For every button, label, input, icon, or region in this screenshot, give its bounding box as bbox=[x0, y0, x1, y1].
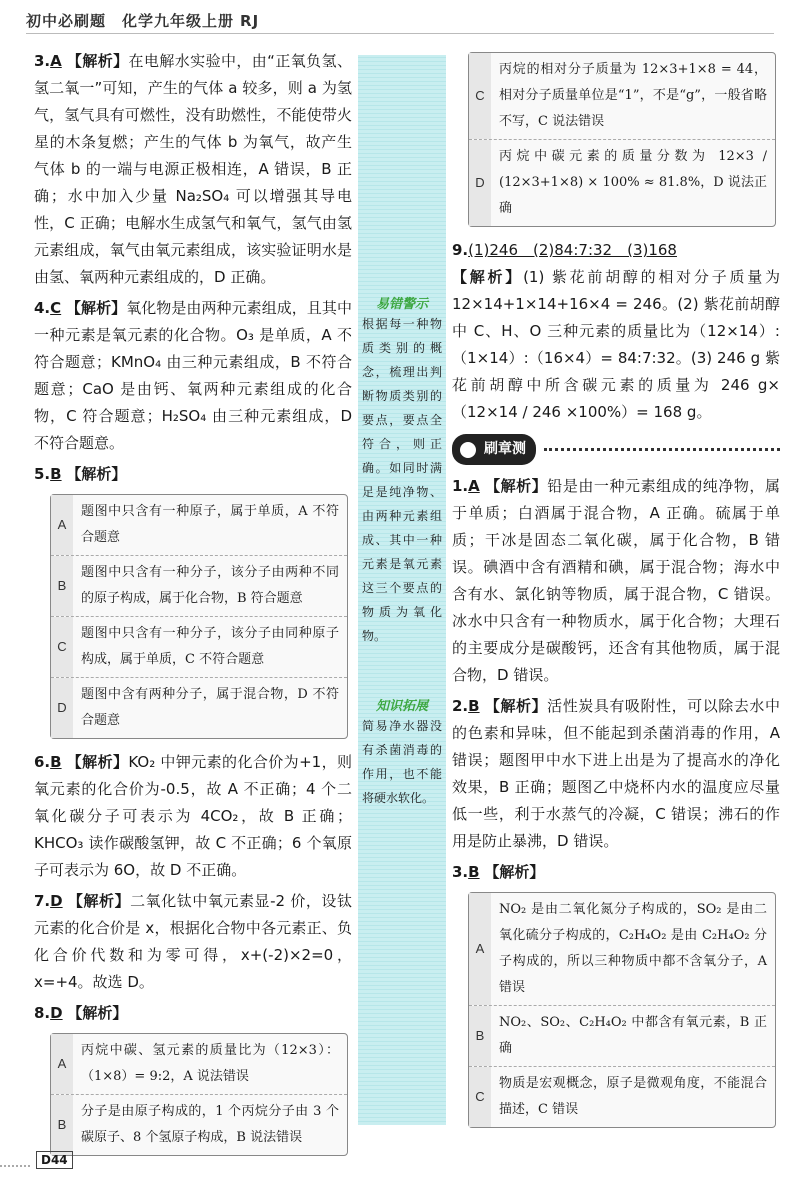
answer-letter: C bbox=[50, 299, 62, 317]
options-table bbox=[468, 52, 776, 227]
option-label: B bbox=[51, 556, 73, 616]
question-5 bbox=[34, 461, 352, 488]
option-text: 题图中含有两种分子，属于混合物，D 不符合题意 bbox=[81, 687, 339, 728]
option-text: NO₂ 是由二氧化氮分子构成的，SO₂ 是由二氧化硫分子构成的，C₂H₄O₂ 是由 C₂H₄O₂ 分子构成的，所以三种物质中都不含氧分子，A 错误 bbox=[499, 902, 767, 995]
question-9 bbox=[452, 237, 780, 426]
option-label: B bbox=[51, 1095, 73, 1155]
option-text: 题图中只含有一种分子，该分子由同种原子构成，属于单质，C 不符合题意 bbox=[81, 626, 339, 667]
chapter-question-3 bbox=[452, 859, 780, 886]
option-row bbox=[51, 1034, 347, 1094]
option-label: D bbox=[469, 140, 491, 226]
option-text: NO₂、SO₂、C₂H₄O₂ 中都含有氧元素，B 正确 bbox=[499, 1015, 767, 1056]
analysis-tag: 【解析】 bbox=[485, 477, 548, 495]
answer-letter: A bbox=[50, 52, 62, 70]
option-row bbox=[51, 616, 347, 677]
knowledge-extension-note bbox=[358, 695, 446, 810]
option-text: 题图中只含有一种原子，属于单质，A 不符合题意 bbox=[81, 504, 339, 545]
option-row bbox=[51, 1094, 347, 1155]
analysis-tag: 【解析】 bbox=[65, 299, 127, 317]
analysis-tag: 【解析】 bbox=[66, 52, 129, 70]
options-table bbox=[468, 892, 776, 1128]
question-number: 3. bbox=[452, 863, 469, 881]
analysis-tag: 【解析】 bbox=[66, 465, 127, 483]
chapter-question-2 bbox=[452, 693, 780, 855]
error-warning-text: 根据每一种物质类别的概念，梳理出判断物质类别的要点，要点全符合，则正确。如同时满足是纯净物、由两种元素组成、其中一种元素是氧元素这三个要点的物质为氧化物。 bbox=[362, 317, 442, 643]
analysis-tag: 【解析】 bbox=[67, 1004, 128, 1022]
knowledge-extension-tag: 知识拓展 bbox=[375, 699, 428, 714]
option-label: D bbox=[51, 678, 73, 738]
analysis-text: 二氧化钛中氧元素显-2 价，设钛元素的化合价是 x，根据化合物中各元素正、负化合价代数和为零可得，x+(-2)×2=0，x=+4。故选 D。 bbox=[34, 892, 352, 991]
question-number: 2. bbox=[452, 697, 469, 715]
section-banner bbox=[452, 434, 780, 465]
question-7 bbox=[34, 888, 352, 996]
error-warning-tag: 易错警示 bbox=[375, 297, 428, 312]
question-number: 3. bbox=[34, 52, 51, 70]
option-row bbox=[51, 555, 347, 616]
question-number: 6. bbox=[34, 753, 51, 771]
section-title: 刷章测 bbox=[484, 441, 526, 457]
option-row bbox=[51, 495, 347, 555]
option-label: B bbox=[469, 1006, 491, 1066]
check-icon bbox=[458, 440, 478, 460]
analysis-tag: 【解析】 bbox=[484, 863, 545, 881]
option-row bbox=[469, 53, 775, 139]
book-title: 初中必刷题 化学九年级上册 bbox=[26, 12, 235, 30]
margin-notes-column bbox=[358, 55, 446, 1125]
analysis-text: KO₂ 中钾元素的化合价为+1，则氧元素的化合价为-0.5，故 A 不正确；4 个二氧化碳分子可表示为 4CO₂，故 B 正确；KHCO₃ 读作碳酸氢钾，故 C 不正确；6 个氧原子可表示为 6O，故 D 不正确。 bbox=[34, 753, 352, 879]
left-column bbox=[34, 48, 352, 1166]
options-table bbox=[50, 494, 348, 739]
answer-letter: A bbox=[468, 477, 480, 495]
error-warning-note bbox=[358, 293, 446, 648]
option-row bbox=[469, 139, 775, 226]
question-number: 5. bbox=[34, 465, 51, 483]
analysis-tag: 【解析】 bbox=[484, 697, 548, 715]
corner-decoration bbox=[0, 1165, 30, 1167]
chapter-question-1 bbox=[452, 473, 780, 689]
edition-label: RJ bbox=[240, 12, 260, 30]
question-number: 4. bbox=[34, 299, 51, 317]
option-row bbox=[469, 893, 775, 1005]
option-text: 丙烷中碳、氢元素的质量比为（12×3）：（1×8）= 9:2，A 说法错误 bbox=[81, 1043, 339, 1084]
option-row bbox=[469, 1066, 775, 1127]
answer-letter: D bbox=[50, 892, 63, 910]
question-4 bbox=[34, 295, 352, 457]
question-number: 7. bbox=[34, 892, 51, 910]
options-table bbox=[50, 1033, 348, 1156]
option-text: 丙烷的相对分子质量为 12×3+1×8 = 44，相对分子质量单位是“1”，不是“g”，一般省略不写，C 说法错误 bbox=[499, 62, 767, 129]
analysis-tag: 【解析】 bbox=[67, 892, 131, 910]
option-text: 丙烷中碳元素的质量分数为 12×3 / (12×3+1×8) × 100% ≈ 81.8%，D 说法正确 bbox=[499, 149, 767, 216]
answer-letter: D bbox=[50, 1004, 63, 1022]
option-label: C bbox=[51, 617, 73, 677]
analysis-text: 氧化物是由两种元素组成，且其中一种元素是氧元素的化合物。O₃ 是单质，A 不符合题意；KMnO₄ 由三种元素组成，B 不符合题意；CaO 是由钙、氧两种元素组成的化合物，C 符合题意；H₂SO₄ 由三种元素组成，D 不符合题意。 bbox=[34, 299, 352, 452]
option-row bbox=[469, 1005, 775, 1066]
answer-letter: B bbox=[468, 697, 480, 715]
analysis-tag: 【解析】 bbox=[452, 268, 524, 286]
page-number: D44 bbox=[36, 1151, 73, 1169]
question-3 bbox=[34, 48, 352, 291]
option-label: A bbox=[51, 495, 73, 555]
analysis-text: (1) 紫花前胡醇的相对分子质量为 12×14+1×14+16×4 = 246。(2) 紫花前胡醇中 C、H、O 三种元素的质量比为（12×14）:（1×14）:（16×4）= 84:7:32。(3) 246 g 紫花前胡醇中所含碳元素的质量为 246 g×（12×14 / 246 ×100%）= 168 g。 bbox=[452, 268, 780, 421]
dotted-divider bbox=[544, 448, 780, 451]
analysis-text: 铅是由一种元素组成的纯净物，属于单质；白酒属于混合物，A 正确。硫属于单质；干冰是固态二氧化碳，属于化合物，B 错误。碘酒中含有酒精和碘，属于混合物；海水中含有水、氯化钠等物质，属于混合物，C 错误。冰水中只含有一种物质水，属于化合物；大理石的主要成分是碳酸钙，还含有其他物质，属于混合物，D 错误。 bbox=[452, 477, 780, 684]
analysis-text: 在电解水实验中，由“正氧负氢、氢二氧一”可知，产生的气体 a 较多，则 a 为氢气，氢气具有可燃性，没有助燃性，不能使带火星的木条复燃；产生的气体 b 为氧气，故产生气体 b 的一端与电源正极相连，A 错误，B 正确；水中加入少量 Na₂SO₄ 可以增强其导电性，C 正确；电解水生成氢气和氧气，氢气由氢元素组成，氧气由氧元素组成，该实验证明水是由氢、氧两种元素组成的，D 正确。 bbox=[34, 52, 352, 286]
knowledge-extension-text: 简易净水器没有杀菌消毒的作用，也不能将硬水软化。 bbox=[362, 719, 442, 805]
right-column bbox=[452, 50, 780, 1138]
question-number: 1. bbox=[452, 477, 469, 495]
option-text: 分子是由原子构成的，1 个丙烷分子由 3 个碳原子、8 个氢原子构成，B 说法错误 bbox=[81, 1104, 339, 1145]
header-rule bbox=[26, 33, 774, 34]
option-row bbox=[51, 677, 347, 738]
section-pill bbox=[452, 434, 536, 465]
analysis-tag: 【解析】 bbox=[66, 753, 129, 771]
option-label: C bbox=[469, 53, 491, 139]
answer-letter: B bbox=[50, 753, 62, 771]
question-number: 9. bbox=[452, 241, 469, 259]
answer-letter: B bbox=[468, 863, 480, 881]
option-label: A bbox=[469, 893, 491, 1005]
question-6 bbox=[34, 749, 352, 884]
analysis-text: 活性炭具有吸附性，可以除去水中的色素和异味，但不能起到杀菌消毒的作用，A 错误；题图甲中水下进上出是为了提高水的净化效果，B 正确；题图乙中烧杯内水的温度应尽量低一些，利于水蒸气的冷凝，C 错误；沸石的作用是防止暴沸，D 错误。 bbox=[452, 697, 780, 850]
option-text: 物质是宏观概念，原子是微观角度，不能混合描述，C 错误 bbox=[499, 1076, 767, 1117]
option-label: C bbox=[469, 1067, 491, 1127]
answer-letter: B bbox=[50, 465, 62, 483]
page-header bbox=[26, 10, 259, 31]
option-label: A bbox=[51, 1034, 73, 1094]
option-text: 题图中只含有一种分子，该分子由两种不同的原子构成，属于化合物，B 符合题意 bbox=[81, 565, 339, 606]
question-number: 8. bbox=[34, 1004, 51, 1022]
answer-values: (1)246 (2)84:7:32 (3)168 bbox=[468, 241, 677, 259]
question-8 bbox=[34, 1000, 352, 1027]
